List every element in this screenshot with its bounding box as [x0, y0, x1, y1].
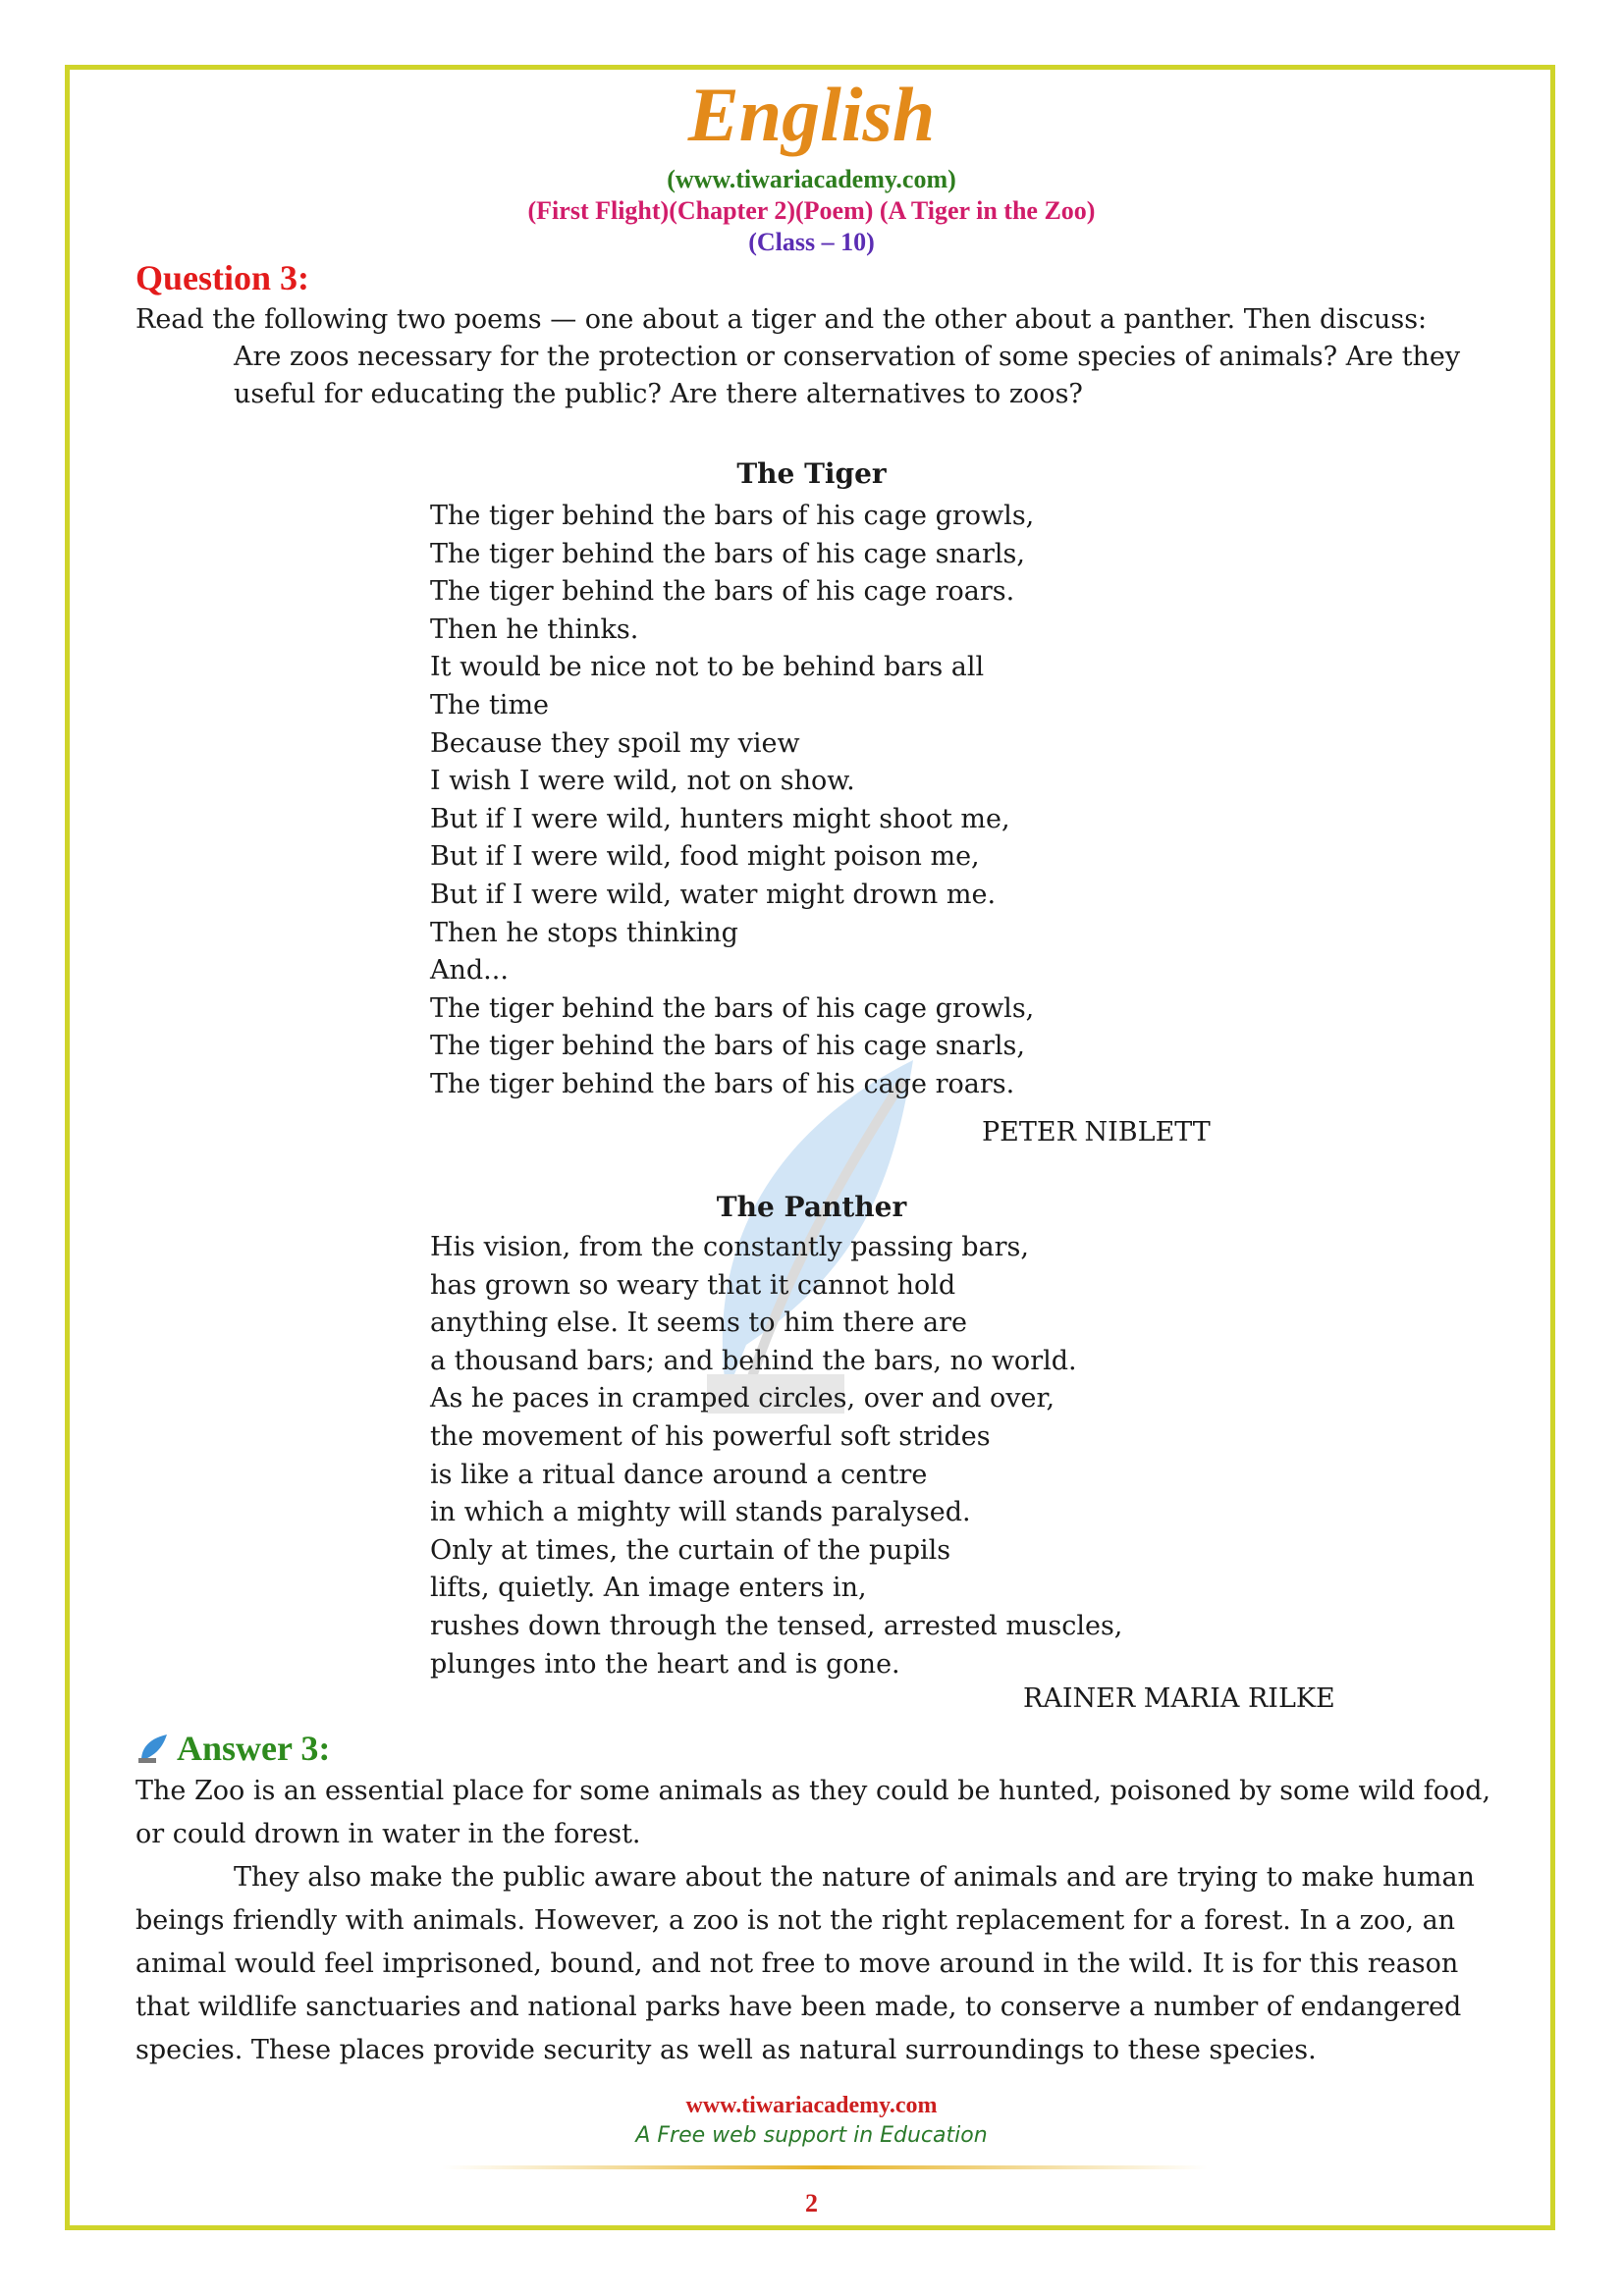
poem-line: And... — [430, 955, 509, 987]
poem-line: Only at times, the curtain of the pupils — [430, 1534, 951, 1566]
poem-line: As he paces in cramped circles, over and over, — [430, 1383, 1055, 1415]
poem-line: The tiger behind the bars of his cage growls, — [430, 501, 1035, 531]
poem-line: Because they spoil my view — [430, 727, 800, 759]
poem-line: plunges into the heart and is gone. — [430, 1648, 900, 1680]
poem-line: The tiger behind the bars of his cage growls, — [430, 992, 1035, 1024]
poem-line: Then he thinks. — [430, 614, 639, 645]
footer-website[interactable]: www.tiwariacademy.com — [685, 2093, 938, 2118]
poem-line: rushes down through the tensed, arrested muscles, — [430, 1610, 1123, 1641]
poem-line: His vision, from the constantly passing bars, — [430, 1232, 1029, 1262]
answer-paragraph-2: They also make the public aware about the nature of animals and are trying to make human beings friendly with animals. However, a zoo is not the right replacement for a forest. In a zoo, an animal would feel imprisoned, bound, and not free to move around in the wild. It is for this reason that wildlife sanctuaries and national parks have been made, to conserve a number of endangered species. These places provide security as well as natural surroundings to these species. — [135, 1862, 1475, 2065]
quill-logo-icon — [135, 1731, 171, 1766]
poem-line: But if I were wild, food might poison me, — [430, 841, 980, 873]
poem-tiger-lines — [430, 498, 1034, 1104]
header-chapter: (First Flight)(Chapter 2)(Poem) (A Tiger in the Zoo) — [527, 196, 1096, 225]
poem-line: anything else. It seems to him there are — [430, 1308, 968, 1339]
poem-line: is like a ritual dance around a centre — [430, 1459, 928, 1490]
poem-panther-author: RAINER MARIA RILKE — [1023, 1683, 1335, 1714]
poem-line: The tiger behind the bars of his cage snarls, — [430, 538, 1025, 569]
poem-line: But if I were wild, water might drown me. — [430, 879, 997, 910]
poem-line: It would be nice not to be behind bars all — [430, 652, 985, 683]
poem-line: The tiger behind the bars of his cage snarls, — [430, 1031, 1025, 1062]
header-class: (Class – 10) — [748, 228, 875, 256]
footer-divider — [442, 2165, 1208, 2169]
poem-tiger-title: The Tiger — [736, 457, 887, 490]
poem-line: But if I were wild, hunters might shoot me, — [430, 803, 1010, 834]
page-title: English — [687, 72, 936, 157]
poem-line: the movement of his powerful soft strides — [430, 1420, 991, 1452]
header-website[interactable]: (www.tiwariacademy.com) — [667, 165, 956, 193]
poem-line: The time — [430, 689, 550, 721]
poem-tiger-author: PETER NIBLETT — [982, 1117, 1211, 1148]
poem-line: The tiger behind the bars of his cage roars. — [430, 576, 1015, 608]
poem-line: a thousand bars; and behind the bars, no world. — [430, 1345, 1077, 1376]
poem-panther-title: The Panther — [716, 1191, 907, 1223]
poem-line: I wish I were wild, not on show. — [430, 766, 855, 797]
answer-heading-text: Answer 3: — [177, 1729, 331, 1768]
poem-line: lifts, quietly. An image enters in, — [430, 1573, 867, 1604]
footer-tagline: A Free web support in Education — [635, 2123, 988, 2148]
question-intro: Read the following two poems — one about a tiger and the other about a panther. Then discuss: — [135, 304, 1428, 335]
poem-panther-lines — [430, 1229, 1122, 1683]
page-number: 2 — [805, 2189, 818, 2217]
poem-line: has grown so weary that it cannot hold — [430, 1269, 956, 1301]
poem-line: The tiger behind the bars of his cage roars. — [430, 1068, 1015, 1099]
question-prompt: Are zoos necessary for the protection or conservation of some species of animals? Are they useful for educating the public? Are there alternatives to zoos? — [234, 342, 1461, 409]
poem-line: in which a mighty will stands paralysed. — [430, 1497, 971, 1528]
answer-paragraph-1: The Zoo is an essential place for some animals as they could be hunted, poisoned by some wild food, or could drown in water in the forest. — [135, 1776, 1491, 1849]
answer-heading — [135, 1728, 330, 1769]
poem-line: Then he stops thinking — [430, 917, 738, 948]
question-heading: Question 3: — [135, 258, 310, 297]
